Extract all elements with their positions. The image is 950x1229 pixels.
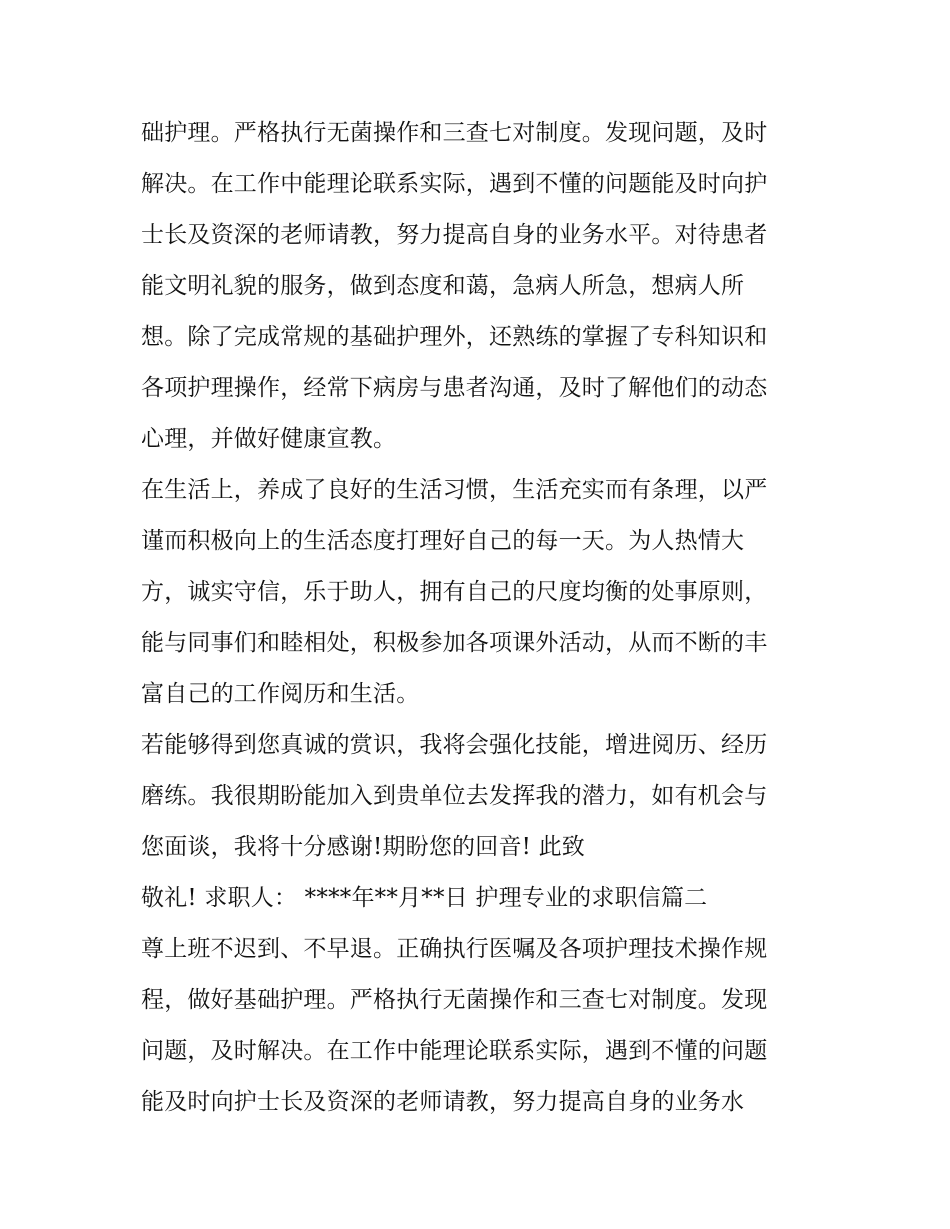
text-line-12: 富自己的工作阅历和生活。: [141, 681, 420, 707]
text-line-16: 敬礼! 求职人： ****年**月**日 护理专业的求职信篇二: [141, 885, 708, 911]
text-line-11: 能与同事们和睦相处，积极参加各项课外活动，从而不断的丰: [141, 630, 768, 656]
text-line-9: 谨而积极向上的生活态度打理好自己的每一天。为人热情大: [141, 528, 745, 554]
text-line-15: 您面谈，我将十分感谢!期盼您的回音! 此致: [141, 834, 585, 860]
text-line-1: 础护理。严格执行无菌操作和三查七对制度。发现问题，及时: [141, 120, 768, 146]
text-line-20: 能及时向护士长及资深的老师请教，努力提高自身的业务水: [141, 1089, 745, 1115]
document-body: [141, 108, 821, 1128]
text-line-7: 心理，并做好健康宣教。: [141, 426, 397, 452]
text-line-17: 尊上班不迟到、不早退。正确执行医嘱及各项护理技术操作规: [141, 936, 768, 962]
text-line-5: 想。除了完成常规的基础护理外，还熟练的掌握了专科知识和: [141, 324, 768, 350]
text-line-2: 解决。在工作中能理论联系实际，遇到不懂的问题能及时向护: [141, 171, 768, 197]
text-line-8: 在生活上，养成了良好的生活习惯，生活充实而有条理，以严: [141, 477, 768, 503]
text-line-13: 若能够得到您真诚的赏识，我将会强化技能，增进阅历、经历: [141, 732, 768, 758]
text-line-3: 士长及资深的老师请教，努力提高自身的业务水平。对待患者: [141, 222, 768, 248]
text-line-14: 磨练。我很期盼能加入到贵单位去发挥我的潜力，如有机会与: [141, 783, 768, 809]
text-line-6: 各项护理操作，经常下病房与患者沟通，及时了解他们的动态: [141, 375, 768, 401]
text-line-19: 问题，及时解决。在工作中能理论联系实际，遇到不懂的问题: [141, 1038, 768, 1064]
text-line-10: 方，诚实守信，乐于助人，拥有自己的尺度均衡的处事原则，: [141, 579, 768, 605]
text-line-4: 能文明礼貌的服务，做到态度和蔼，急病人所急，想病人所: [141, 273, 745, 299]
text-line-18: 程，做好基础护理。严格执行无菌操作和三查七对制度。发现: [141, 987, 768, 1013]
